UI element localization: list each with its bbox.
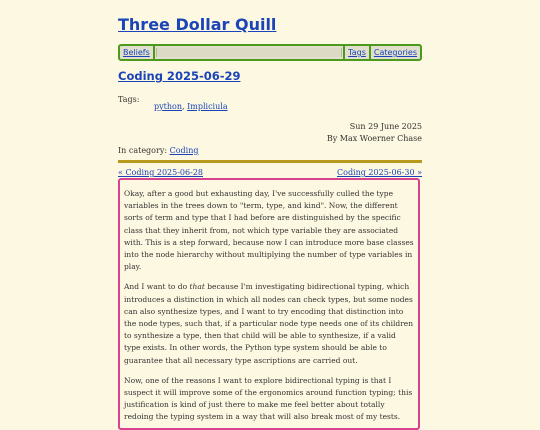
- post-category: [118, 146, 198, 155]
- nav-divider: [153, 46, 155, 59]
- paragraph: Okay, after a good but exhausting day, I've successfully culled the type variables in the trees down to "term, type, and kind". Now, the different sorts of term and type that I had before are distinguished by the specific class that they inherit from, not which type variable they are associated with. This is a step forward, because now I can introduce more base classes into the node hierarchy without multiplying the number of type variables in play.: [124, 189, 414, 272]
- post-title-link[interactable]: Coding 2025-06-29: [118, 69, 241, 83]
- divider-rule: [118, 160, 422, 163]
- nav-tags-link[interactable]: Tags: [348, 48, 366, 57]
- nav-beliefs-link[interactable]: Beliefs: [123, 48, 150, 57]
- paragraph: And I want to do that because I'm investigating bidirectional typing, which introduces a distinction in which all nodes can check types, but some nodes can also synthesize types, and I want to try encoding that distinction into the node types, such that, if a particular node type needs one of its children to synthesize a type, then that child will be able to synthesize, if a valid type exists. In other words, the Python type system should be able to guarantee that all necessary type ascriptions are carried out.: [124, 282, 414, 365]
- category-link[interactable]: Coding: [169, 146, 199, 155]
- post-content: [118, 178, 420, 430]
- tag-link-python[interactable]: python: [154, 102, 182, 111]
- nav-categories-link[interactable]: Categories: [373, 48, 417, 57]
- navbar: [118, 44, 422, 61]
- tags-list: python, Impliciula: [154, 102, 228, 111]
- site-title-link[interactable]: Three Dollar Quill: [118, 15, 277, 34]
- category-label: In category:: [118, 146, 168, 155]
- tags-label: Tags:: [118, 95, 140, 104]
- next-post-link[interactable]: Coding 2025-06-30 »: [337, 168, 422, 177]
- prev-post-link[interactable]: « Coding 2025-06-28: [118, 168, 203, 177]
- paragraph: Now, one of the reasons I want to explore bidirectional typing is that I suspect it will improve some of the ergonomics around function typing; this justification is kind of just there to make me feel better about totally redoing the typing system in a way that will also break most of my tests.: [124, 375, 413, 422]
- post-author: By Max Woerner Chase: [326, 134, 422, 143]
- nav-spacer: [156, 48, 342, 57]
- tag-link-impliciula[interactable]: Impliciula: [187, 102, 228, 111]
- post-date: Sun 29 June 2025: [349, 122, 422, 131]
